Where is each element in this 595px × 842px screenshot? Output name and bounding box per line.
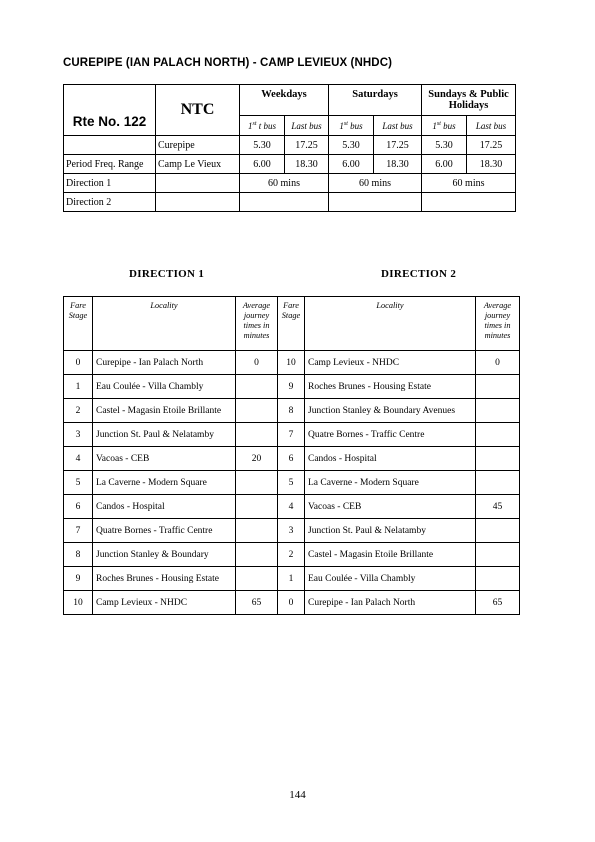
fare-stage-cell: 0 [64,351,93,375]
direction-1-heading: DIRECTION 1 [129,268,205,280]
fare-stage-cell: 9 [278,375,305,399]
table-row [64,399,520,423]
fare-stage-cell: 6 [64,495,93,519]
fare-stage-header: Fare Stage [278,297,305,351]
locality-cell: Junction Stanley & Boundary Avenues [305,399,476,423]
fare-stage-cell: 4 [64,447,93,471]
fare-stage-cell: 8 [64,543,93,567]
time-cell: 5.30 [422,136,467,155]
locality-cell: Curepipe - Ian Palach North [93,351,236,375]
place-cell: Curepipe [156,136,240,155]
row-label [64,136,156,155]
table-row [64,423,520,447]
journey-time-cell [476,399,520,423]
fare-stage-cell: 2 [64,399,93,423]
table-row [64,519,520,543]
direction-2-heading: DIRECTION 2 [381,268,457,280]
journey-time-cell [236,543,278,567]
journey-time-cell [236,399,278,423]
locality-cell: Vacoas - CEB [93,447,236,471]
table-row [64,567,520,591]
fare-stage-cell: 1 [278,567,305,591]
time-cell: 17.25 [374,136,422,155]
direction-2-label: Direction 2 [64,193,156,212]
locality-cell: Camp Levieux - NHDC [93,591,236,615]
time-cell: 6.00 [422,155,467,174]
locality-cell: Candos - Hospital [305,447,476,471]
time-cell: 18.30 [467,155,516,174]
journey-time-cell [236,375,278,399]
locality-cell: Junction St. Paul & Nelatamby [305,519,476,543]
locality-cell: Eau Coulée - Villa Chambly [305,567,476,591]
journey-time-cell [476,543,520,567]
locality-cell: Castel - Magasin Etoile Brillante [305,543,476,567]
sundays-header: Sundays & Public Holidays [422,85,516,116]
journey-time-cell [476,567,520,591]
locality-cell: Camp Levieux - NHDC [305,351,476,375]
journey-time-cell: 20 [236,447,278,471]
locality-cell: Curepipe - Ian Palach North [305,591,476,615]
fare-stage-cell: 3 [64,423,93,447]
journey-time-cell [476,471,520,495]
locality-cell: Quatre Bornes - Traffic Centre [93,519,236,543]
fare-stage-cell: 4 [278,495,305,519]
direction-1-label: Direction 1 [64,174,156,193]
fare-stage-cell: 6 [278,447,305,471]
journey-time-cell [236,471,278,495]
route-schedule-table [63,84,516,212]
journey-time-cell: 0 [476,351,520,375]
fare-stage-cell: 5 [278,471,305,495]
fare-stage-table [63,296,520,615]
route-number: Rte No. 122 [64,85,156,136]
frequency-cell: 60 mins [329,174,422,193]
fare-stage-cell: 7 [278,423,305,447]
fare-stage-cell: 8 [278,399,305,423]
journey-time-cell: 0 [236,351,278,375]
locality-cell: Castel - Magasin Etoile Brillante [93,399,236,423]
table-row [64,471,520,495]
journey-time-cell [236,567,278,591]
table-row [64,591,520,615]
last-bus-header: Last bus [374,116,422,136]
journey-time-cell [236,495,278,519]
journey-time-cell: 45 [476,495,520,519]
first-bus-header: 1st bus [329,116,374,136]
fare-stage-cell: 10 [278,351,305,375]
journey-time-cell [476,447,520,471]
locality-cell: Roches Brunes - Housing Estate [93,567,236,591]
fare-stage-cell: 2 [278,543,305,567]
avg-time-header: Average journey times in minutes [476,297,520,351]
table-row [64,375,520,399]
locality-cell: Eau Coulée - Villa Chambly [93,375,236,399]
locality-cell: Junction St. Paul & Nelatamby [93,423,236,447]
table-row [64,447,520,471]
frequency-cell: 60 mins [240,174,329,193]
time-cell: 18.30 [374,155,422,174]
fare-stage-cell: 5 [64,471,93,495]
locality-cell: Candos - Hospital [93,495,236,519]
journey-time-cell [476,519,520,543]
last-bus-header: Last bus [285,116,329,136]
fare-stage-header: Fare Stage [64,297,93,351]
journey-time-cell [476,423,520,447]
page-number: 144 [289,789,306,801]
locality-header: Locality [93,297,236,351]
last-bus-header: Last bus [467,116,516,136]
journey-time-cell [476,375,520,399]
table-row [64,543,520,567]
locality-header: Locality [305,297,476,351]
saturdays-header: Saturdays [329,85,422,116]
row-label: Period Freq. Range [64,155,156,174]
locality-cell: Quatre Bornes - Traffic Centre [305,423,476,447]
time-cell: 6.00 [329,155,374,174]
fare-stage-cell: 9 [64,567,93,591]
journey-time-cell: 65 [236,591,278,615]
time-cell: 18.30 [285,155,329,174]
fare-stage-cell: 7 [64,519,93,543]
fare-stage-cell: 0 [278,591,305,615]
table-row [64,351,520,375]
table-row [64,495,520,519]
fare-stage-cell: 1 [64,375,93,399]
locality-cell: Vacoas - CEB [305,495,476,519]
weekdays-header: Weekdays [240,85,329,116]
avg-time-header: Average journey times in minutes [236,297,278,351]
fare-stage-cell: 3 [278,519,305,543]
operator-name: NTC [156,85,240,136]
time-cell: 6.00 [240,155,285,174]
journey-time-cell: 65 [476,591,520,615]
place-cell: Camp Le Vieux [156,155,240,174]
journey-time-cell [236,519,278,543]
locality-cell: Roches Brunes - Housing Estate [305,375,476,399]
fare-stage-cell: 10 [64,591,93,615]
time-cell: 17.25 [467,136,516,155]
frequency-cell: 60 mins [422,174,516,193]
time-cell: 5.30 [240,136,285,155]
first-bus-header: 1st t bus [240,116,285,136]
page-title: CUREPIPE (IAN PALACH NORTH) - CAMP LEVIEUX (NHDC) [63,57,393,69]
first-bus-header: 1st bus [422,116,467,136]
locality-cell: Junction Stanley & Boundary [93,543,236,567]
journey-time-cell [236,423,278,447]
time-cell: 17.25 [285,136,329,155]
locality-cell: La Caverne - Modern Square [305,471,476,495]
time-cell: 5.30 [329,136,374,155]
locality-cell: La Caverne - Modern Square [93,471,236,495]
